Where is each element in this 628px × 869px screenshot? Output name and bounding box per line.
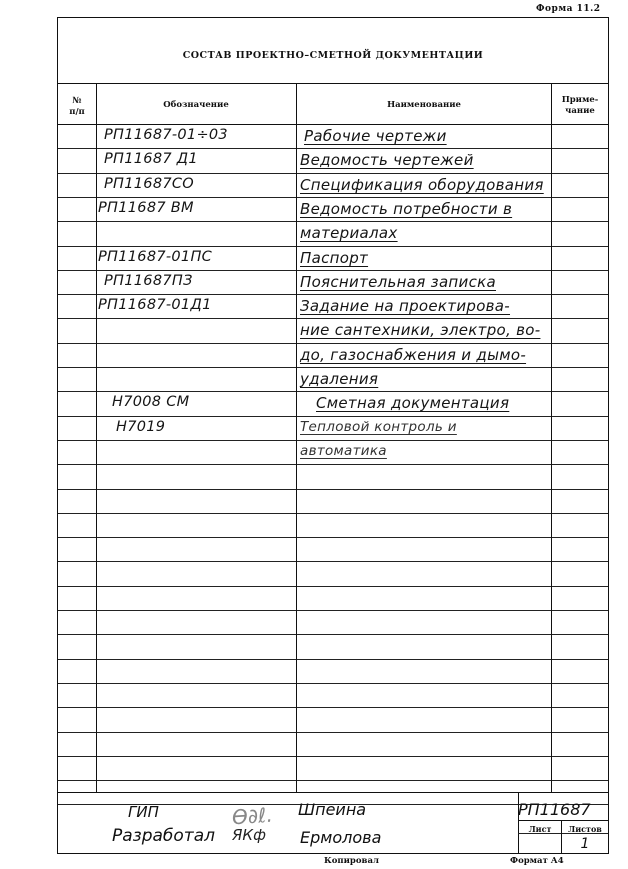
developer-label: Разработал [112, 826, 215, 846]
grid-hline [58, 148, 608, 149]
grid-vline [96, 83, 97, 792]
row-name: ние сантехники, электро, во- [300, 321, 541, 339]
gip-signature: Ѳ∂ℓ. [231, 802, 274, 830]
grid-hline [58, 440, 608, 441]
grid-hline [58, 391, 608, 392]
row-name: Рабочие чертежи [304, 127, 447, 145]
grid-hline [58, 246, 608, 247]
grid-hline [58, 634, 608, 635]
grid-hline [58, 780, 608, 781]
grid-hline [58, 83, 608, 84]
stamp-doc-code: РП11687 [518, 800, 591, 819]
grid-hline [58, 537, 608, 538]
grid-hline [58, 561, 608, 562]
sheets-label: Листов [568, 824, 602, 834]
grid-hline [58, 416, 608, 417]
grid-hline [518, 820, 608, 821]
row-name: автоматика [300, 443, 387, 459]
row-name: Пояснительная записка [300, 273, 496, 291]
row-designation: Н7008 СМ [112, 394, 190, 410]
gip-label: ГИП [128, 803, 159, 821]
form-label: Форма 11.2 [536, 4, 601, 14]
row-name: Сметная документация [316, 394, 510, 412]
row-name: материалах [300, 224, 398, 242]
row-name: Ведомость чертежей [300, 151, 474, 169]
grid-vline [551, 83, 552, 792]
row-name: удаления [300, 370, 379, 388]
grid-hline [58, 792, 608, 793]
gip-name: Шпеина [298, 800, 367, 819]
grid-hline [58, 513, 608, 514]
row-designation: РП11687 Д1 [104, 151, 198, 167]
row-designation: РП11687-01÷03 [104, 127, 228, 143]
grid-vline [296, 83, 297, 792]
row-name: Тепловой контроль и [300, 419, 457, 435]
row-designation: РП11687СО [104, 176, 195, 192]
grid-hline [58, 367, 608, 368]
grid-hline [58, 197, 608, 198]
grid-hline [58, 270, 608, 271]
developer-name: Ермолова [300, 828, 382, 847]
row-designation: РП11687-01ПС [98, 249, 213, 265]
header-designation: Обозначение [163, 100, 229, 110]
grid-hline [58, 464, 608, 465]
document-title: СОСТАВ ПРОЕКТНО–СМЕТНОЙ ДОКУМЕНТАЦИИ [182, 50, 484, 61]
grid-hline [58, 489, 608, 490]
row-name: Паспорт [300, 249, 369, 267]
developer-signature: ЯКф [232, 826, 266, 844]
grid-hline [58, 294, 608, 295]
row-name: Ведомость потребности в [300, 200, 513, 218]
grid-hline [58, 683, 608, 684]
row-name: Спецификация оборудования [300, 176, 544, 194]
grid-hline [58, 173, 608, 174]
grid-hline [58, 343, 608, 344]
header-note: Приме- чание [561, 95, 599, 116]
sheet-label: Лист [528, 824, 552, 834]
row-name: Задание на проектирова- [300, 297, 511, 315]
sheets-value: 1 [580, 836, 590, 852]
row-name: до, газоснабжения и дымо- [300, 346, 527, 364]
row-designation: РП11687ПЗ [104, 273, 193, 289]
grid-hline [58, 318, 608, 319]
header-name: Наименование [387, 100, 461, 110]
grid-hline [58, 124, 608, 125]
format-label: Формат А4 [510, 856, 564, 866]
grid-hline [58, 732, 608, 733]
header-num: № п/п [69, 96, 85, 117]
grid-hline [58, 221, 608, 222]
row-designation: РП11687 ВМ [98, 200, 194, 216]
grid-hline [58, 756, 608, 757]
row-designation: Н7019 [116, 419, 166, 435]
row-designation: РП11687-01Д1 [98, 297, 212, 313]
grid-hline [58, 707, 608, 708]
grid-hline [58, 586, 608, 587]
grid-hline [58, 659, 608, 660]
copied-label: Копировал [324, 856, 379, 866]
grid-hline [58, 610, 608, 611]
